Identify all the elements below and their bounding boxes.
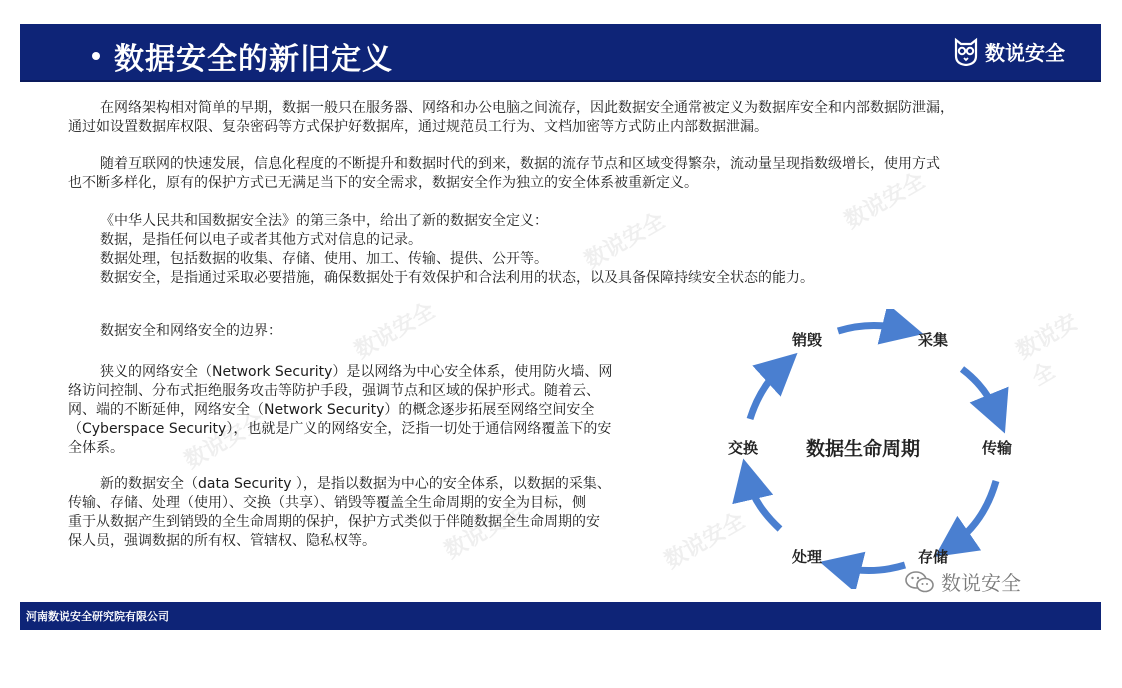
footer-bar [20, 602, 1101, 630]
text-line: 数据处理，包括数据的收集、存储、使用、加工、传输、提供、公开等。 [100, 251, 548, 267]
text-line: 通过如设置数据库权限、复杂密码等方式保护好数据库，通过规范员工行为、文档加密等方式防止内部数据泄漏。 [68, 119, 768, 135]
text-line: 全体系。 [68, 440, 124, 456]
brand-name: 数说安全 [985, 40, 1065, 65]
intro-paragraph-1-cont [68, 118, 1068, 137]
text-line: 也不断多样化，原有的保护方式已无满足当下的安全需求，数据安全作为独立的安全体系被重新定义。 [68, 175, 698, 191]
header-bar [20, 24, 1101, 82]
text-line: 《中华人民共和国数据安全法》的第三条中，给出了新的数据安全定义： [100, 213, 548, 229]
text-line: 数据安全和网络安全的边界： [100, 323, 282, 339]
watermark-tile: 数说安全 [440, 498, 530, 565]
intro-paragraph-1 [68, 99, 1068, 118]
watermark-tile: 数说安全 [580, 208, 670, 275]
text-line: 络访问控制、分布式拒绝服务攻击等防护手段，强调节点和区域的保护形式。随着云、 [68, 383, 600, 399]
text-line: 随着互联网的快速发展，信息化程度的不断提升和数据时代的到来，数据的流存节点和区域变得繁杂，流动量呈现指数级增长，使用方式 [100, 156, 940, 172]
footer-company: 河南数说安全研究院有限公司 [26, 610, 169, 623]
arrow-exchange-to-destroy [750, 367, 782, 419]
boundary-heading [100, 322, 700, 341]
text-line: 新的数据安全（data Security ），是指以数据为中心的安全体系，以数据的采集、 [100, 476, 611, 492]
legal-definition-block [100, 212, 814, 288]
stage-collect: 采集 [918, 331, 949, 349]
watermark-tile: 数说安全 [660, 508, 750, 575]
text-line: 在网络架构相对简单的早期，数据一般只在服务器、网络和办公电脑之间流存，因此数据安全通常被定义为数据库安全和内部数据防泄漏， [100, 100, 954, 116]
arrow-store-to-process [840, 565, 905, 571]
stage-store: 存储 [918, 548, 949, 566]
text-line: 数据安全，是指通过采取必要措施，确保数据处于有效保护和合法利用的状态，以及具备保障持续安全状态的能力。 [100, 270, 814, 286]
stage-process: 处理 [792, 548, 823, 566]
narrow-network-security-paragraph [68, 363, 668, 458]
stage-destroy: 销毁 [792, 331, 823, 349]
watermark-tile: 数说安全 [350, 298, 440, 365]
page-title: 数据安全的新旧定义 [114, 42, 393, 77]
text-line: 网、端的不断延伸，网络安全（Network Security）的概念逐步拓展至网络空间安全 [68, 402, 595, 418]
arrow-destroy-to-collect [838, 325, 903, 331]
stage-exchange: 交换 [728, 439, 759, 457]
new-data-security-paragraph [68, 475, 668, 551]
watermark-tile: 数说安全 [840, 168, 930, 235]
watermark-tile: 数说安全 [1012, 309, 1083, 392]
text-line: 数据，是指任何以电子或者其他方式对信息的记录。 [100, 232, 422, 248]
wechat-watermark [905, 567, 1021, 596]
arrow-process-to-exchange [748, 479, 780, 529]
slide [20, 24, 1101, 630]
intro-paragraph-2 [68, 155, 1068, 174]
lifecycle-center-title: 数据生命周期 [806, 438, 921, 460]
owl-logo-icon [953, 36, 979, 66]
arrow-collect-to-transmit [962, 369, 997, 414]
text-line: 传输、存储、处理（使用）、交换（共享）、销毁等覆盖全生命周期的安全为目标，侧 [68, 495, 586, 511]
wechat-icon [905, 570, 935, 594]
watermark-tile: 数说安全 [180, 408, 270, 475]
text-line: 狭义的网络安全（Network Security）是以网络为中心安全体系，使用防火墙、网 [100, 364, 613, 380]
wechat-account-name: 数说安全 [941, 571, 1021, 595]
brand-logo [953, 36, 1065, 66]
text-line: 保人员，强调数据的所有权、管辖权、隐私权等。 [68, 533, 376, 549]
text-line: 重于从数据产生到销毁的全生命周期的保护，保护方式类似于伴随数据全生命周期的安 [68, 514, 600, 530]
text-line: （Cyberspace Security），也就是广义的网络安全，泛指一切处于通信网络覆盖下的安 [68, 421, 612, 437]
intro-paragraph-2-cont [68, 174, 1068, 193]
arrow-transmit-to-store [952, 481, 996, 545]
stage-transmit: 传输 [982, 439, 1013, 457]
